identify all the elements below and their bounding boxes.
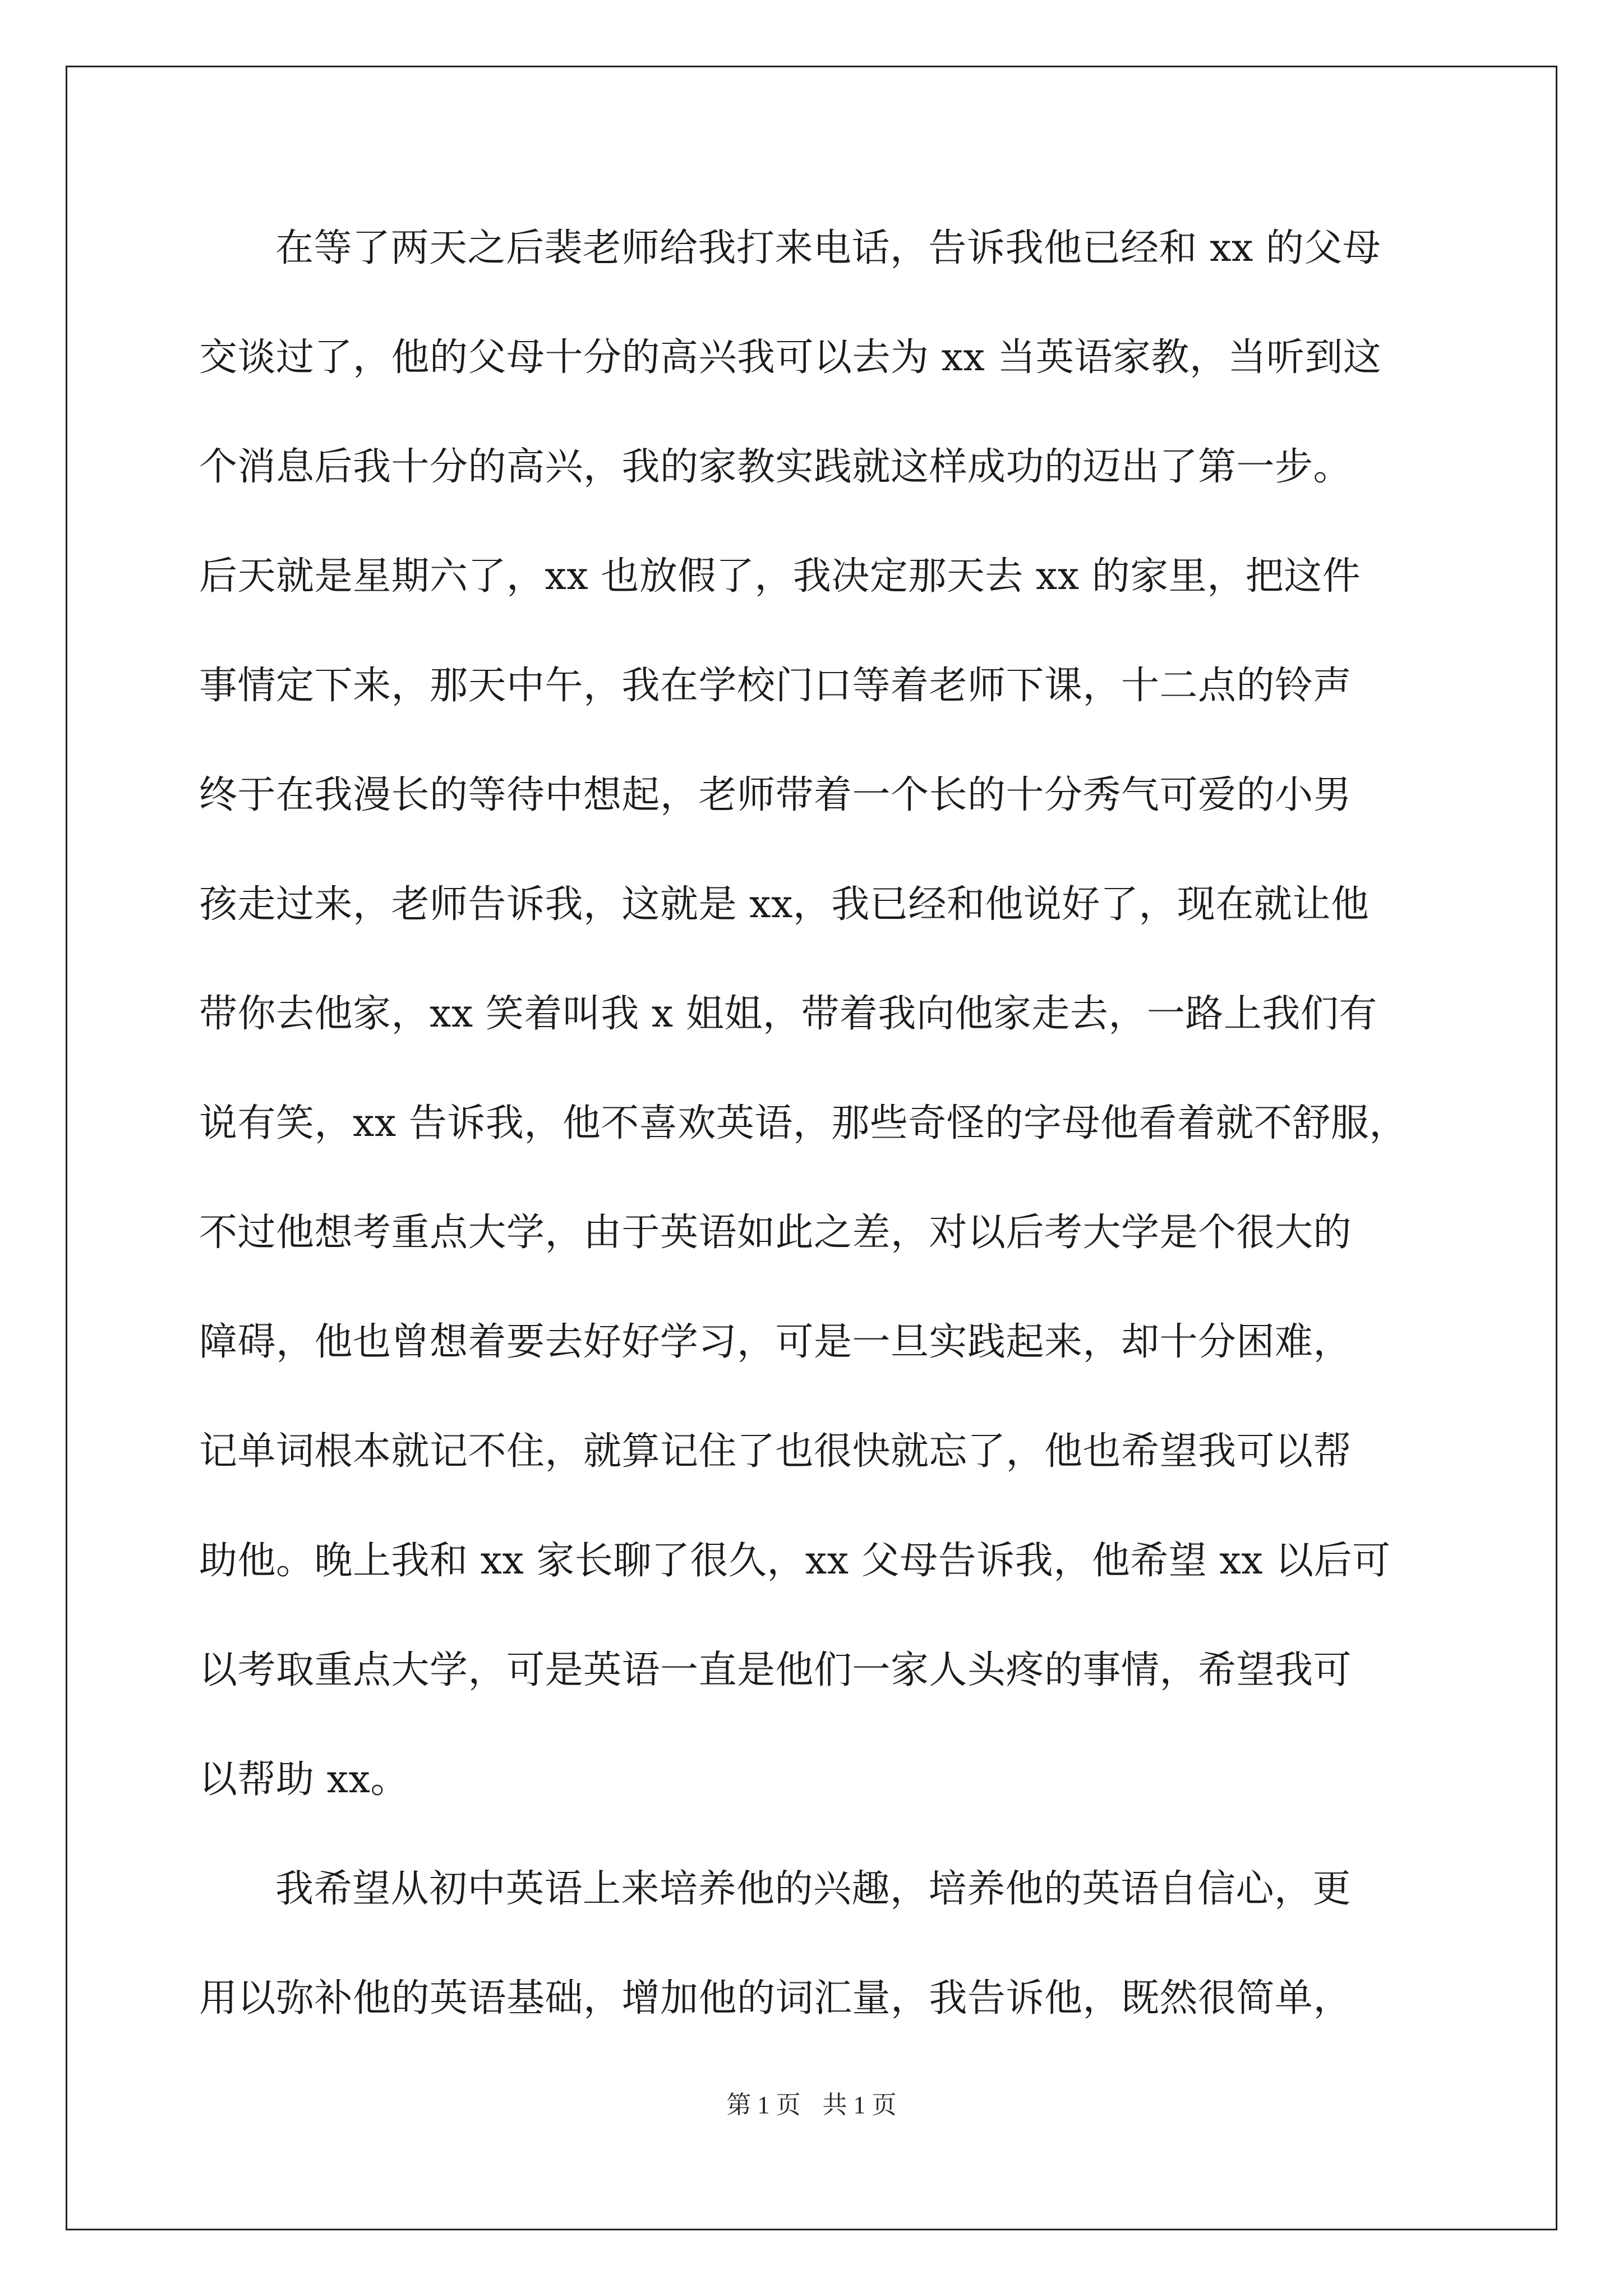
paragraph-line: 终于在我漫长的等待中想起，老师带着一个长的十分秀气可爱的小男 xyxy=(199,773,1352,817)
paragraph-line: 以考取重点大学，可是英语一直是他们一家人头疼的事情，希望我可 xyxy=(199,1648,1352,1692)
paragraph-line: 助他。晚上我和 xx 家长聊了很久，xx 父母告诉我，他希望 xx 以后可 xyxy=(199,1539,1391,1583)
document-body xyxy=(199,208,1427,2067)
paragraph-line: 不过他想考重点大学，由于英语如此之差，对以后考大学是个很大的 xyxy=(199,1211,1352,1255)
paragraph-line: 我希望从初中英语上来培养他的兴趣，培养他的英语自信心，更 xyxy=(275,1867,1352,1911)
paragraph-line: 用以弥补他的英语基础，增加他的词汇量，我告诉他，既然很简单， xyxy=(199,1976,1352,2021)
page-footer xyxy=(0,2085,1623,2120)
paragraph-line: 说有笑，xx 告诉我，他不喜欢英语，那些奇怪的字母他看着就不舒服， xyxy=(199,1101,1408,1145)
paragraph-line: 后天就是星期六了，xx 也放假了，我决定那天去 xx 的家里，把这件 xyxy=(199,554,1361,599)
page-total: 共 1 页 xyxy=(822,2091,897,2119)
page-number: 第 1 页 xyxy=(726,2091,801,2119)
paragraph-line: 孩走过来，老师告诉我，这就是 xx，我已经和他说好了，现在就让他 xyxy=(199,882,1370,927)
paragraph-line: 事情定下来，那天中午，我在学校门口等着老师下课，十二点的铃声 xyxy=(199,664,1352,708)
paragraph-line: 在等了两天之后裴老师给我打来电话，告诉我他已经和 xx 的父母 xyxy=(275,226,1381,270)
paragraph-line: 交谈过了，他的父母十分的高兴我可以去为 xx 当英语家教，当听到这 xyxy=(199,335,1382,380)
paragraph-line: 记单词根本就记不住，就算记住了也很快就忘了，他也希望我可以帮 xyxy=(199,1429,1352,1474)
paragraph-line: 障碍，他也曾想着要去好好学习，可是一旦实践起来，却十分困难， xyxy=(199,1320,1352,1364)
paragraph-line: 以帮助 xx。 xyxy=(199,1757,409,1802)
paragraph-line: 个消息后我十分的高兴，我的家教实践就这样成功的迈出了第一步。 xyxy=(199,445,1352,489)
paragraph-line: 带你去他家，xx 笑着叫我 x 姐姐，带着我向他家走去，一路上我们有 xyxy=(199,992,1377,1036)
